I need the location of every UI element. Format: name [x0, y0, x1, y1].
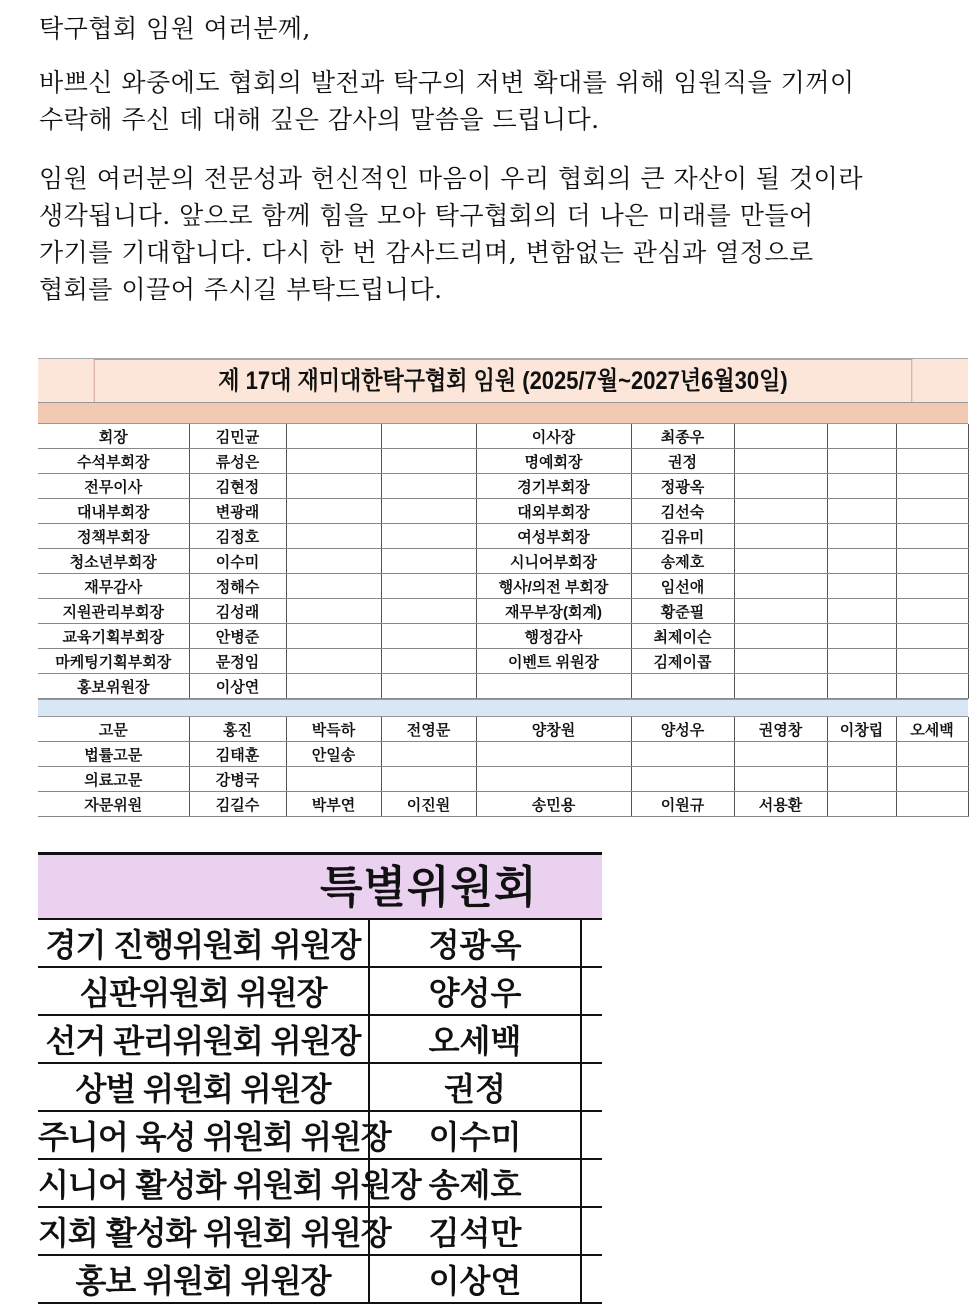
table-cell: 지원관리부회장: [38, 599, 189, 624]
table-cell: [286, 599, 381, 624]
table-cell: 김선숙: [631, 499, 734, 524]
table-row: [38, 574, 968, 599]
table-cell: [734, 742, 827, 767]
table-cell: 명예회장: [476, 449, 631, 474]
table-cell: [286, 499, 381, 524]
table-cell: 이상연: [189, 674, 286, 699]
table-cell: [286, 549, 381, 574]
table-cell: 정광옥: [631, 474, 734, 499]
table-row: [38, 499, 968, 524]
special-committee-table: [38, 852, 602, 1304]
committee-role: 상벌 위원회 위원장: [38, 1063, 369, 1111]
separator-band: [38, 699, 968, 717]
table-row: [38, 424, 968, 449]
committee-role: 경기 진행위원회 위원장: [38, 919, 369, 967]
table-cell: 김태훈: [189, 742, 286, 767]
table-cell: [631, 674, 734, 699]
table-cell: 강병국: [189, 767, 286, 792]
special-committee-title: 특별위원회: [38, 852, 602, 918]
table-cell: 김길수: [189, 792, 286, 817]
table-cell: [896, 474, 968, 499]
table-cell: 재무부장(회계): [476, 599, 631, 624]
officers-title: 제 17대 재미대한탁구협회 임원 (2025/7월~2027년6월30일): [94, 359, 912, 402]
table-cell: 이수미: [189, 549, 286, 574]
letter-line: 생각됩니다. 앞으로 함께 힘을 모아 탁구협회의 더 나은 미래를 만들어: [39, 201, 814, 230]
table-cell: 이사장: [476, 424, 631, 449]
table-cell: 임선애: [631, 574, 734, 599]
table-cell: 양성우: [631, 717, 734, 742]
table-cell: [381, 742, 476, 767]
table-cell: [286, 574, 381, 599]
table-cell: [827, 599, 896, 624]
table-cell: [734, 474, 827, 499]
letter-greeting: 탁구협회 임원 여러분께,: [39, 14, 311, 43]
committee-chair-name: 정광옥: [369, 919, 581, 967]
table-cell: [734, 624, 827, 649]
committee-chair-name: 양성우: [369, 967, 581, 1015]
table-cell: [381, 424, 476, 449]
table-cell: [631, 742, 734, 767]
table-cell: [827, 624, 896, 649]
officers-grid: [38, 424, 969, 699]
letter-line: 바쁘신 와중에도 협회의 발전과 탁구의 저변 확대를 위해 임원직을 기꺼이: [39, 68, 855, 97]
table-cell: 수석부회장: [38, 449, 189, 474]
table-cell: [734, 424, 827, 449]
table-cell: [734, 674, 827, 699]
table-cell: 재무감사: [38, 574, 189, 599]
table-cell: [896, 624, 968, 649]
table-cell: [896, 524, 968, 549]
table-cell: 전영문: [381, 717, 476, 742]
table-cell: [286, 449, 381, 474]
table-cell: 홍진: [189, 717, 286, 742]
table-cell: 황준필: [631, 599, 734, 624]
table-cell: [827, 649, 896, 674]
table-cell: [734, 599, 827, 624]
table-row: [38, 549, 968, 574]
committee-role: 선거 관리위원회 위원장: [38, 1015, 369, 1063]
table-cell: 의료고문: [38, 767, 189, 792]
empty-cell: [581, 1111, 602, 1159]
table-cell: 전무이사: [38, 474, 189, 499]
table-cell: 양창원: [476, 717, 631, 742]
table-row: [38, 792, 968, 817]
table-cell: [827, 574, 896, 599]
table-cell: 김성래: [189, 599, 286, 624]
table-cell: 김유미: [631, 524, 734, 549]
table-cell: 대내부회장: [38, 499, 189, 524]
table-cell: 이원규: [631, 792, 734, 817]
table-cell: 고문: [38, 717, 189, 742]
table-cell: [381, 474, 476, 499]
table-cell: 교육기획부회장: [38, 624, 189, 649]
letter-paragraph-2: [39, 160, 969, 308]
table-cell: [381, 649, 476, 674]
table-cell: [381, 524, 476, 549]
table-row: [38, 1063, 602, 1111]
table-row: [38, 624, 968, 649]
table-cell: 문정임: [189, 649, 286, 674]
advisors-grid: [38, 717, 969, 817]
table-cell: 정해수: [189, 574, 286, 599]
table-cell: 권영창: [734, 717, 827, 742]
officers-title-bar: [38, 358, 968, 402]
committee-role: 시니어 활성화 위원회 위원장: [38, 1159, 369, 1207]
table-row: [38, 717, 968, 742]
table-cell: 최제이슨: [631, 624, 734, 649]
committee-role: 지회 활성화 위원회 위원장: [38, 1207, 369, 1255]
table-cell: 청소년부회장: [38, 549, 189, 574]
table-cell: 행사/의전 부회장: [476, 574, 631, 599]
table-cell: [896, 742, 968, 767]
empty-cell: [581, 967, 602, 1015]
table-cell: [827, 792, 896, 817]
table-cell: [734, 549, 827, 574]
letter-line: 임원 여러분의 전문성과 헌신적인 마음이 우리 협회의 큰 자산이 될 것이라: [39, 164, 863, 193]
table-cell: 이창립: [827, 717, 896, 742]
table-cell: 대외부회장: [476, 499, 631, 524]
table-row: [38, 1111, 602, 1159]
table-cell: [381, 499, 476, 524]
empty-cell: [581, 1063, 602, 1111]
table-cell: [896, 792, 968, 817]
table-cell: [896, 767, 968, 792]
table-cell: [381, 624, 476, 649]
table-cell: [734, 574, 827, 599]
committee-role: 주니어 육성 위원회 위원장: [38, 1111, 369, 1159]
table-cell: [734, 499, 827, 524]
table-cell: 김정호: [189, 524, 286, 549]
table-cell: [827, 524, 896, 549]
table-cell: [286, 524, 381, 549]
table-cell: 김제이콥: [631, 649, 734, 674]
table-cell: [286, 474, 381, 499]
table-cell: 류성은: [189, 449, 286, 474]
table-cell: [286, 649, 381, 674]
table-cell: [896, 599, 968, 624]
table-cell: 김현정: [189, 474, 286, 499]
table-row: [38, 649, 968, 674]
table-cell: 홍보위원장: [38, 674, 189, 699]
table-cell: [381, 449, 476, 474]
letter-line: 수락해 주신 데 대해 깊은 감사의 말씀을 드립니다.: [39, 105, 600, 134]
table-cell: [827, 674, 896, 699]
table-cell: [827, 742, 896, 767]
special-committee-grid: [38, 918, 602, 1304]
committee-chair-name: 이수미: [369, 1111, 581, 1159]
table-cell: [734, 767, 827, 792]
table-cell: [896, 649, 968, 674]
table-row: [38, 524, 968, 549]
table-cell: [827, 424, 896, 449]
letter-line: 협회를 이끌어 주시길 부탁드립니다.: [39, 275, 443, 304]
table-cell: [381, 767, 476, 792]
table-cell: 박부연: [286, 792, 381, 817]
empty-cell: [581, 1159, 602, 1207]
letter-body: [39, 10, 969, 308]
table-cell: 안일송: [286, 742, 381, 767]
table-cell: 박득하: [286, 717, 381, 742]
table-row: [38, 474, 968, 499]
table-row: [38, 1255, 602, 1303]
table-cell: [827, 499, 896, 524]
header-band: [38, 402, 968, 424]
table-cell: 회장: [38, 424, 189, 449]
table-cell: 경기부회장: [476, 474, 631, 499]
table-cell: [476, 767, 631, 792]
table-cell: [381, 549, 476, 574]
empty-cell: [581, 1255, 602, 1303]
empty-cell: [581, 1015, 602, 1063]
table-cell: [476, 742, 631, 767]
table-cell: [381, 599, 476, 624]
letter-paragraph-1: [39, 64, 969, 138]
table-cell: [286, 674, 381, 699]
committee-chair-name: 김석만: [369, 1207, 581, 1255]
table-cell: [896, 449, 968, 474]
table-row: [38, 449, 968, 474]
table-cell: 송제호: [631, 549, 734, 574]
table-cell: 여성부회장: [476, 524, 631, 549]
empty-cell: [581, 919, 602, 967]
table-cell: 시니어부회장: [476, 549, 631, 574]
table-cell: 이진원: [381, 792, 476, 817]
table-row: [38, 1015, 602, 1063]
table-cell: 이벤트 위원장: [476, 649, 631, 674]
table-row: [38, 599, 968, 624]
table-cell: [896, 499, 968, 524]
table-row: [38, 767, 968, 792]
table-cell: [381, 574, 476, 599]
table-cell: [827, 449, 896, 474]
table-cell: 법률고문: [38, 742, 189, 767]
committee-chair-name: 송제호: [369, 1159, 581, 1207]
officers-table: [38, 358, 968, 817]
table-row: [38, 967, 602, 1015]
table-cell: 변광래: [189, 499, 286, 524]
table-cell: 권정: [631, 449, 734, 474]
committee-chair-name: 권정: [369, 1063, 581, 1111]
table-cell: [286, 424, 381, 449]
table-row: [38, 742, 968, 767]
table-cell: [896, 424, 968, 449]
table-cell: 최종우: [631, 424, 734, 449]
table-row: [38, 1159, 602, 1207]
table-cell: 마케팅기획부회장: [38, 649, 189, 674]
table-cell: 김민균: [189, 424, 286, 449]
table-cell: [827, 549, 896, 574]
table-cell: [734, 449, 827, 474]
table-cell: 서용환: [734, 792, 827, 817]
table-cell: [286, 767, 381, 792]
table-cell: 오세백: [896, 717, 968, 742]
empty-cell: [581, 1207, 602, 1255]
table-cell: [734, 649, 827, 674]
table-cell: [896, 549, 968, 574]
committee-role: 심판위원회 위원장: [38, 967, 369, 1015]
table-row: [38, 1207, 602, 1255]
committee-chair-name: 이상연: [369, 1255, 581, 1303]
letter-line: 가기를 기대합니다. 다시 한 번 감사드리며, 변함없는 관심과 열정으로: [39, 238, 814, 267]
table-cell: [476, 674, 631, 699]
table-cell: [286, 624, 381, 649]
table-cell: [827, 767, 896, 792]
table-cell: 정책부회장: [38, 524, 189, 549]
table-row: [38, 919, 602, 967]
table-cell: [827, 474, 896, 499]
table-cell: [631, 767, 734, 792]
table-cell: 행정감사: [476, 624, 631, 649]
table-row: [38, 674, 968, 699]
table-cell: [896, 674, 968, 699]
table-cell: 송민용: [476, 792, 631, 817]
table-cell: 안병준: [189, 624, 286, 649]
committee-role: 홍보 위원회 위원장: [38, 1255, 369, 1303]
committee-chair-name: 오세백: [369, 1015, 581, 1063]
table-cell: [896, 574, 968, 599]
table-cell: [381, 674, 476, 699]
table-cell: 자문위원: [38, 792, 189, 817]
table-cell: [734, 524, 827, 549]
